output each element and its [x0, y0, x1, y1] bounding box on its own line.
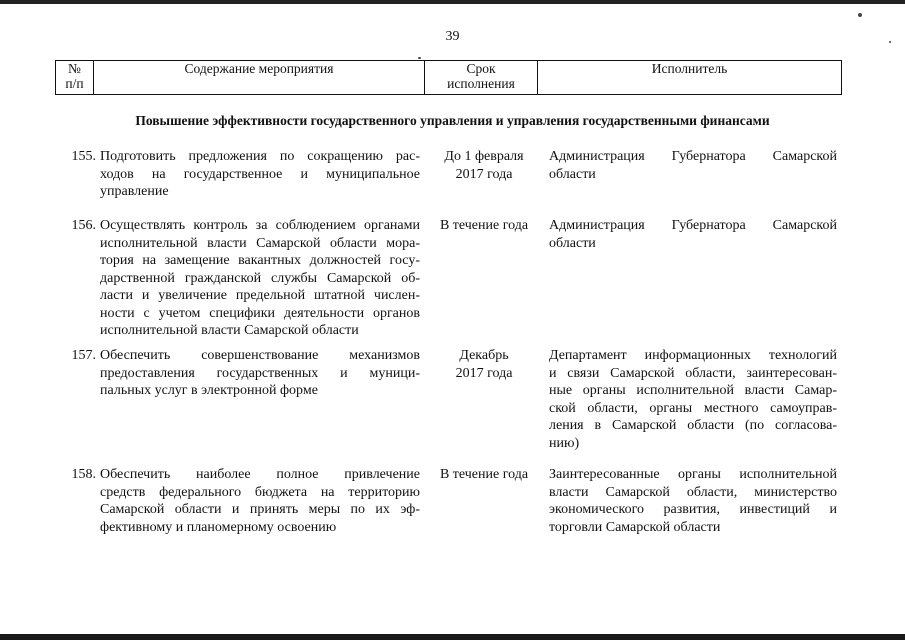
content-line: Самарской области и принять меры по их эф-	[100, 502, 420, 517]
content-line: управление	[100, 184, 169, 199]
content-line: Обеспечить наиболее полное привлечение	[100, 467, 420, 482]
row-content	[100, 347, 420, 400]
row-deadline	[428, 148, 540, 183]
row-content	[100, 148, 420, 201]
executor-line: области	[549, 166, 596, 182]
row-deadline	[428, 466, 540, 484]
row-executor	[549, 347, 837, 452]
content-line: ходов на государственное и муниципальное	[100, 166, 420, 182]
executor-line: экономического развития, инвестиций и	[549, 502, 837, 517]
deadline-line: 2017 года	[455, 166, 513, 182]
deadline-line: 2017 года	[455, 365, 513, 381]
content-line: предоставления государственных и муници-	[100, 365, 420, 381]
page-number: 39	[445, 29, 460, 44]
executor-line: и связи Самарской области, заинтересован-	[549, 365, 837, 381]
content-line: исполнительной власти Самарской области	[100, 323, 359, 338]
scan-speck	[858, 13, 862, 17]
executor-line: торговли Самарской области	[549, 519, 721, 535]
row-executor	[549, 148, 837, 183]
content-line: дарственной гражданской службы Самарской об-	[100, 270, 420, 286]
header-executor-cell	[538, 61, 842, 95]
deadline-line: В течение года	[439, 467, 529, 482]
executor-line: нию)	[549, 435, 580, 451]
content-line: Осуществлять контроль за соблюдением органами	[100, 218, 420, 233]
executor-line: Администрация Губернатора Самарской	[549, 218, 837, 233]
row-executor	[549, 466, 837, 536]
deadline-line: До 1 февраля	[444, 149, 524, 164]
row-executor	[549, 217, 837, 252]
content-line: Подготовить предложения по сокращению рас-	[100, 149, 420, 164]
executor-line: Департамент информационных технологий	[549, 348, 837, 363]
content-line: тория на замещение вакантных должностей госу-	[100, 253, 420, 268]
scan-speck	[418, 57, 421, 59]
header-number-line-2: п/п	[65, 76, 84, 91]
deadline-line: Декабрь	[459, 348, 509, 363]
content-line: фективному и планомерному освоению	[100, 519, 337, 535]
row-number: 156.	[71, 218, 96, 233]
header-deadline-line-1: Срок	[466, 61, 496, 76]
header-content-cell	[94, 61, 425, 95]
content-line: средств федерального бюджета на территорию	[100, 484, 420, 500]
table-header	[55, 60, 842, 95]
header-deadline-line-2: исполнения	[447, 76, 515, 91]
content-line: Обеспечить совершенствование механизмов	[100, 348, 420, 363]
executor-line: власти Самарской области, министерство	[549, 484, 837, 500]
executor-line: Администрация Губернатора Самарской	[549, 149, 837, 164]
section-heading: Повышение эффективности государственного управления и управления государственными финансами	[135, 113, 770, 128]
row-number: 157.	[71, 348, 96, 363]
header-executor-label: Исполнитель	[651, 61, 728, 76]
content-line: ласти и увеличение предельной штатной числен-	[100, 288, 420, 303]
scan-edge-top	[0, 0, 905, 4]
deadline-line: В течение года	[439, 218, 529, 233]
row-content	[100, 466, 420, 536]
header-deadline-cell	[425, 61, 538, 95]
executor-line: ления в Самарской области (по согласова-	[549, 418, 837, 433]
header-number-line-1: №	[68, 61, 81, 76]
executor-line: области	[549, 235, 596, 251]
executor-line: ской области, органы местного самоуправ-	[549, 400, 837, 416]
row-deadline	[428, 347, 540, 382]
header-number-cell	[56, 61, 94, 95]
row-number: 155.	[71, 149, 96, 164]
row-content	[100, 217, 420, 340]
header-content-label: Содержание мероприятия	[184, 61, 334, 76]
row-deadline	[428, 217, 540, 235]
content-line: исполнительной власти Самарской области мора-	[100, 235, 420, 251]
executor-line: ные органы исполнительной власти Самар-	[549, 383, 837, 398]
scan-edge-bottom	[0, 634, 905, 640]
content-line: ности с учетом специфики деятельности органов	[100, 305, 420, 321]
row-number: 158.	[71, 467, 96, 482]
executor-line: Заинтересованные органы исполнительной	[549, 467, 837, 482]
content-line: пальных услуг в электронной форме	[100, 383, 318, 398]
